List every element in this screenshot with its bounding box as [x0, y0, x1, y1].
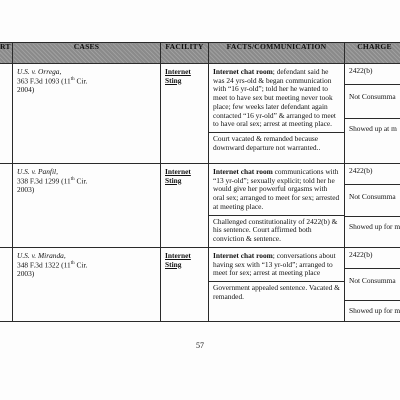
facts-cell [209, 248, 345, 322]
facility-cell [161, 64, 209, 164]
disposition-text: Government appealed sentence. Vacated & remanded. [209, 281, 344, 304]
header-cases: CASES [13, 43, 161, 64]
case-name: U.S. v. Orrega, [17, 67, 62, 76]
facility-cell [161, 164, 209, 248]
header-facts: FACTS/COMMUNICATION [209, 43, 345, 64]
header-court: RT [0, 43, 13, 64]
charge-statute: 2422(b) [345, 64, 400, 85]
header-charge: CHARGE [345, 43, 400, 64]
case-name: U.S. v. Miranda, [17, 251, 66, 260]
charge-status: Not Consumma [345, 85, 400, 119]
case-cell [13, 248, 161, 322]
facility-label: Internet Sting [165, 251, 191, 269]
case-year: 2004) [17, 84, 35, 94]
charge-cell [345, 248, 400, 322]
court-cell [0, 248, 13, 322]
charge-statute: 2422(b) [345, 248, 400, 269]
table-header-row [0, 43, 400, 64]
case-citation: 338 F.3d 1299 (11th Cir. [17, 176, 88, 186]
charge-cell [345, 164, 400, 248]
charge-note: Showed up for m [349, 222, 400, 231]
facts-text: Internet chat room; defendant said he was 24 yrs-old & began communication with “16 yr-old”; told her he wanted to meet to have sex but meeting never took place; few weeks later defendant again contacted “16 yr-old” & arranged to meet to have oral sex; arrest at meeting place. [213, 67, 336, 129]
facts-text: Internet chat room; conversations about having sex with “13 yr-old”; arranged to meet for sex; arrest at meeting place [213, 251, 336, 278]
facts-cell [209, 64, 345, 164]
case-cell [13, 64, 161, 164]
facility-label: Internet Sting [165, 67, 191, 85]
charge-note: Showed up at m [349, 124, 397, 133]
charge-status: Not Consumma [345, 269, 400, 301]
charge-note: Showed up for m [349, 306, 400, 315]
facts-text: Internet chat room communications with “13 yr-old”; sexually explicit; told her he would give her powerful orgasms with oral sex; arranged to meet for sex; arrested at meeting place. [213, 167, 340, 211]
header-facility: FACILITY [161, 43, 209, 64]
disposition-text: Court vacated & remanded because downward departure not warranted.. [209, 132, 344, 155]
court-cell [0, 164, 13, 248]
case-year: 2003) [17, 184, 35, 194]
charge-cell [345, 64, 400, 164]
table-row [0, 64, 400, 164]
facility-label: Internet Sting [165, 167, 191, 185]
disposition-text: Challenged constitutionality of 2422(b) & his sentence. Court affirmed both conviction & sentence. [209, 215, 344, 247]
charge-statute: 2422(b) [345, 164, 400, 185]
case-name: U.S. v. Panfil, [17, 167, 58, 176]
case-table [0, 42, 400, 322]
case-citation: 363 F.3d 1093 (11th Cir. [17, 76, 88, 86]
court-cell [0, 64, 13, 164]
charge-status: Not Consumma [345, 185, 400, 217]
facility-cell [161, 248, 209, 322]
case-citation: 348 F.3d 1322 (11th Cir. [17, 260, 88, 270]
page-number: 57 [196, 341, 204, 350]
table-row [0, 164, 400, 248]
table-row [0, 248, 400, 322]
facts-cell [209, 164, 345, 248]
case-cell [13, 164, 161, 248]
case-year: 2003) [17, 268, 35, 278]
